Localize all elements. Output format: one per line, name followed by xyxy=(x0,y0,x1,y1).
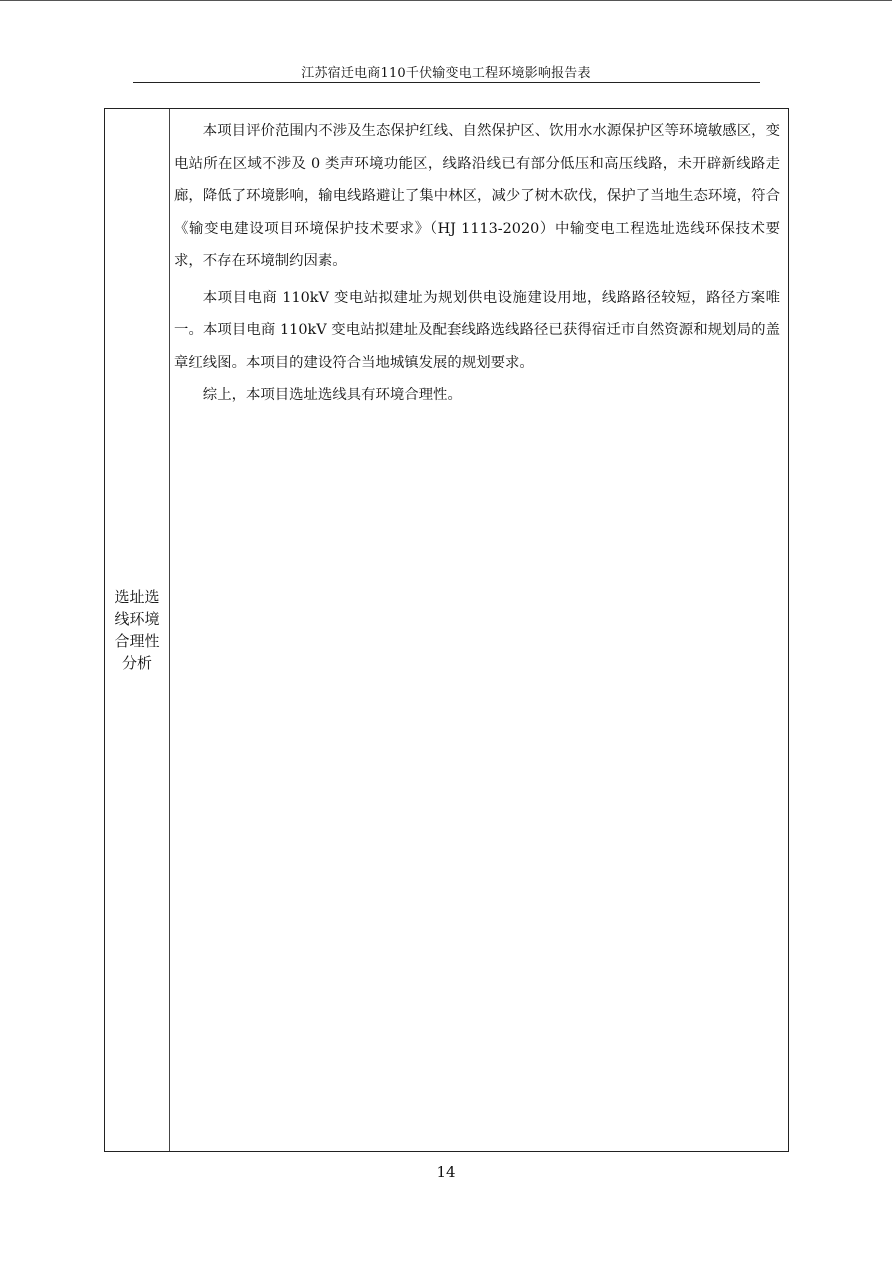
page-number: 14 xyxy=(436,1163,456,1181)
document-header-title: 江苏宿迁电商110千伏输变电工程环境影响报告表 xyxy=(301,66,591,81)
row-label-cell xyxy=(105,109,170,1151)
paragraph-site-selection: 本项目评价范围内不涉及生态保护红线、自然保护区、饮用水水源保护区等环境敏感区，变电站所在区域不涉及 0 类声环境功能区，线路沿线已有部分低压和高压线路，未开辟新线路走廊，降低了环境影响，输电线路避让了集中林区，减少了树木砍伐，保护了当地生态环境，符合《输变电建设项目环境保护技术要求》（HJ 1113-2020）中输变电工程选址选线环保技术要求，不存在环境制约因素。 xyxy=(174,123,780,269)
row-label: 选址选线环境合理性分析 xyxy=(114,588,160,672)
row-content-cell xyxy=(170,109,788,1151)
paragraph-planning-compliance: 本项目电商 110kV 变电站拟建址为规划供电设施建设用地，线路路径较短，路径方案唯一。本项目电商 110kV 变电站拟建址及配套线路选线路径已获得宿迁市自然资源和规划局的盖章红线图。本项目的建设符合当地城镇发展的规划要求。 xyxy=(174,289,780,371)
page-top-border xyxy=(0,0,892,1)
paragraph-conclusion: 综上，本项目选址选线具有环境合理性。 xyxy=(202,387,462,403)
assessment-table xyxy=(104,108,789,1152)
header-divider xyxy=(133,82,760,83)
